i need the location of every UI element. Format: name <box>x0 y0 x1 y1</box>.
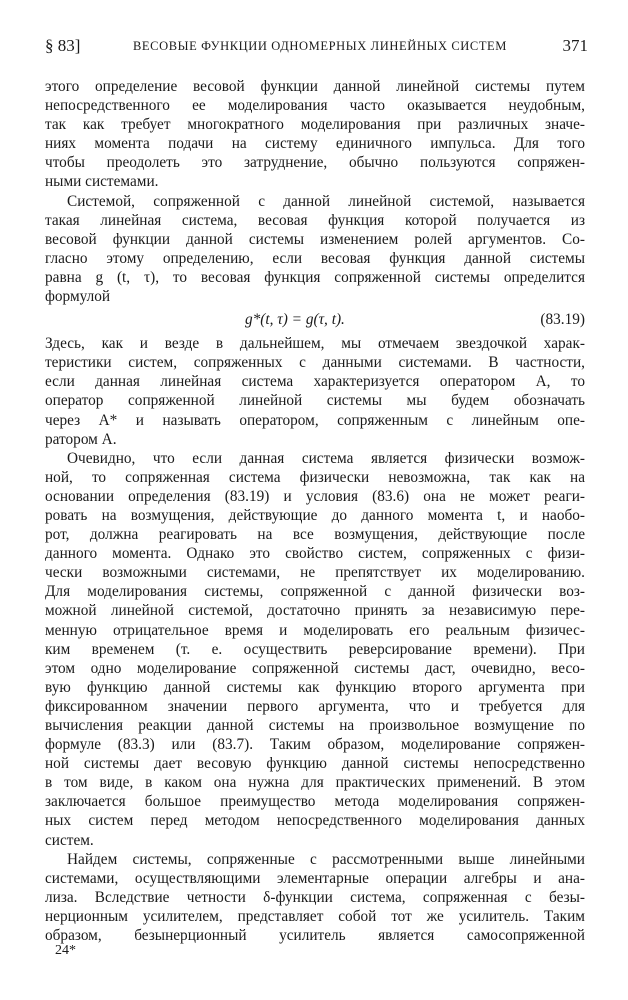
text-line: ными системами. <box>45 173 159 191</box>
text-line: ратором A. <box>45 430 117 448</box>
text-line: заключается большое преимущество метода моделирования сопряжен- <box>45 793 585 811</box>
text-line: чески возможными системами, не препятствует их моделированию. <box>45 564 585 582</box>
text-line: ким временем (т. е. осуществить реверсирование времени). При <box>45 640 585 658</box>
text-line: этом одно моделирование сопряженной системы даст, очевидно, весо- <box>45 659 585 677</box>
text-line: вычисления реакции данной системы на произвольное возмущение по <box>45 717 585 734</box>
text-line: образом, безынерционный усилитель является самосопряженной <box>45 927 585 945</box>
text-line: систем. <box>45 831 94 849</box>
text-line: ной системы дает весовую функцию данной системы непосредственно <box>45 755 585 773</box>
text-line: в том виде, в каком она нужна для практических применений. В этом <box>45 774 585 792</box>
text-line: такая линейная система, весовая функция которой получается из <box>45 211 585 229</box>
equation-expression: g*(t, τ) = g(τ, t). <box>245 311 345 329</box>
text-line: если данная линейная система характеризуется оператором A, то <box>45 373 585 391</box>
text-line: данного момента. Однако это свойство систем, сопряженных с физи- <box>45 545 585 563</box>
text-line: равна g (t, τ), то весовая функция сопряженной системы определится <box>45 268 585 286</box>
text-line: системами, осуществляющими элементарные операции алгебры и ана- <box>45 869 585 887</box>
equation-number: (83.19) <box>540 311 585 329</box>
text-line: оператор сопряженной линейной системы мы будем обозначать <box>45 392 585 410</box>
text-line: этого определение весовой функции данной линейной системы путем <box>45 78 585 95</box>
text-line: через A* и называть оператором, сопряженным с линейным опе- <box>45 411 585 429</box>
text-line: рот, должна реагировать на все возмущения, действующие после <box>45 526 585 544</box>
text-line: формулой <box>45 288 111 306</box>
text-line: Для моделирования системы, сопряженной с данной физически воз- <box>45 583 585 601</box>
text-line: формуле (83.3) или (83.7). Таким образом, моделирование сопряжен- <box>45 736 585 754</box>
text-line: лиза. Вследствие четности δ-функции система, сопряженная с безы- <box>45 888 585 906</box>
signature-mark: 24* <box>55 943 76 958</box>
running-title: ВЕСОВЫЕ ФУНКЦИИ ОДНОМЕРНЫХ ЛИНЕЙНЫХ СИСТЕМ <box>133 39 508 53</box>
text-line: можной линейной системой, достаточно принять за независимую пере- <box>45 602 585 620</box>
text-block-after-formula <box>45 334 585 945</box>
text-line: чтобы преодолеть это затруднение, обычно пользуются сопряжен- <box>45 154 585 172</box>
text-line: непосредственного ее моделирования часто оказывается неудобным, <box>45 97 585 115</box>
page-number: 371 <box>562 36 588 55</box>
text-line: Очевидно, что если данная система является физически возмож- <box>67 449 585 467</box>
equation-83-19 <box>45 306 585 334</box>
body-text <box>45 77 585 945</box>
text-line: гласно этому определению, если весовая функция данной системы <box>45 249 585 267</box>
text-block-before-formula <box>45 77 585 306</box>
running-header <box>45 36 588 62</box>
text-line: Здесь, как и везде в дальнейшем, мы отмечаем звездочкой харак- <box>45 335 585 353</box>
text-line: фиксированном значении первого аргумента, что и требуется для <box>45 697 585 715</box>
text-line: Системой, сопряженной с данной линейной системой, называется <box>67 192 585 210</box>
text-line: Найдем системы, сопряженные с рассмотренными выше линейными <box>67 850 585 868</box>
text-line: весовой функции данной системы изменением ролей аргументов. Со- <box>45 230 585 248</box>
text-line: так как требует многократного моделирования при различных значе- <box>45 116 585 134</box>
text-line: основании определения (83.19) и условия (83.6) она не может реаги- <box>45 487 585 505</box>
text-line: ниях момента подачи на систему единичного импульса. Для того <box>45 135 585 153</box>
text-line: ных систем перед методом непосредственного моделирования данных <box>45 812 585 830</box>
text-line: вую функцию данной системы как функцию второго аргумента при <box>45 678 585 696</box>
text-line: ровать на возмущения, действующие до данного момента t, и наобо- <box>45 506 585 524</box>
text-line: менную отрицательное время и моделировать его реальным физичес- <box>45 621 585 639</box>
text-line: ной, то сопряженная система физически невозможна, так как на <box>45 468 585 486</box>
section-number: § 83] <box>45 36 81 55</box>
text-line: теристики систем, сопряженных с данными системами. В частности, <box>45 354 585 372</box>
text-line: нерционным усилителем, представляет собой тот же усилитель. Таким <box>45 907 585 925</box>
